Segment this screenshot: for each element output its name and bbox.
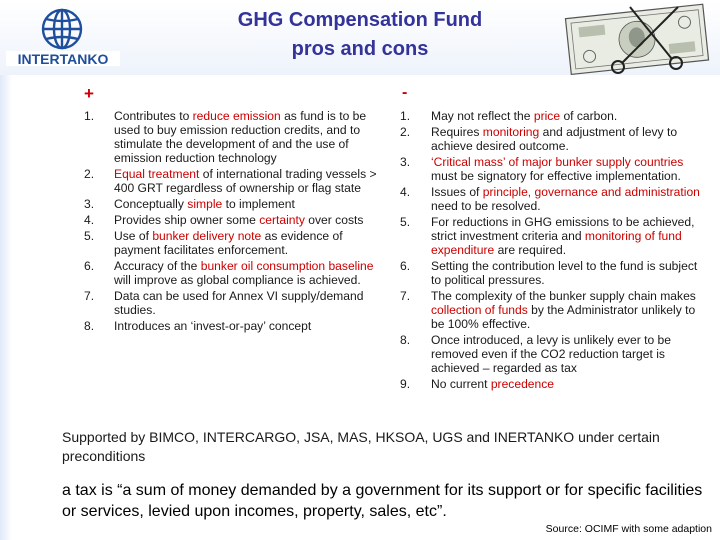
item-text — [114, 319, 311, 333]
source-credit: Source: OCIMF with some adaption — [545, 523, 712, 535]
item-number: 3. — [400, 155, 411, 169]
cons-item — [400, 185, 710, 213]
item-text — [431, 259, 697, 287]
tax-definition: a tax is “a sum of money demanded by a government for its support or for specific facilities or services, levied upon incomes, property, sales, etc”. — [62, 482, 703, 520]
item-number: 2. — [84, 167, 95, 181]
item-number: 5. — [84, 229, 95, 243]
item-number: 3. — [84, 197, 95, 211]
highlighted-phrase: certainty — [259, 213, 305, 227]
highlighted-phrase: principle, governance and administration — [482, 185, 700, 199]
title-line-1: GHG Compensation Fund — [237, 9, 483, 31]
text-run: will improve as global compliance is achieved. — [114, 273, 361, 287]
text-run: Provides ship owner some — [114, 213, 260, 227]
cons-item — [400, 289, 710, 331]
cons-item — [400, 259, 710, 287]
text-run: are required. — [494, 243, 567, 257]
text-run: Introduces an ‘invest-or-pay’ concept — [114, 319, 312, 333]
cons-item — [400, 109, 710, 123]
text-run: of carbon. — [560, 109, 618, 123]
text-run: Requires — [431, 125, 483, 139]
text-run: to implement — [222, 197, 295, 211]
title-line-2: pros and cons — [291, 38, 429, 60]
text-run: and adjustment of levy to achieve desired outcome. — [431, 125, 678, 153]
item-number: 1. — [400, 109, 411, 123]
item-text — [114, 289, 363, 317]
item-text — [431, 155, 683, 183]
item-number: 8. — [400, 333, 411, 347]
pros-item — [84, 109, 386, 165]
item-text — [114, 167, 377, 195]
highlighted-phrase: ‘Critical mass’ of major bunker supply countries — [431, 155, 684, 169]
cons-item — [400, 333, 710, 375]
cons-item — [400, 377, 710, 391]
highlighted-phrase: price — [533, 109, 561, 123]
text-run: Accuracy of the — [114, 259, 201, 273]
item-text — [114, 109, 366, 165]
slide-title — [160, 6, 560, 64]
text-run: need to be resolved. — [431, 199, 541, 213]
text-run: over costs — [304, 213, 364, 227]
item-text — [114, 197, 295, 211]
item-number: 4. — [400, 185, 411, 199]
pros-item — [84, 319, 386, 333]
pros-item — [84, 213, 386, 227]
text-run: Setting the contribution level to the fund is subject to political pressures. — [431, 259, 698, 287]
item-number: 4. — [84, 213, 95, 227]
text-run: Issues of — [431, 185, 483, 199]
item-text — [431, 377, 554, 391]
text-run: as evidence of payment facilitates enforcement. — [114, 229, 343, 257]
item-text — [114, 229, 343, 257]
item-number: 9. — [400, 377, 411, 391]
cons-marker: - — [402, 84, 408, 101]
intertanko-logo — [4, 4, 122, 70]
item-text — [114, 259, 374, 287]
highlighted-phrase: collection of funds — [431, 303, 528, 317]
cons-item — [400, 155, 710, 183]
text-run: must be signatory for effective implementation. — [431, 169, 681, 183]
item-text — [431, 289, 696, 331]
support-note: Supported by BIMCO, INTERCARGO, JSA, MAS, HKSOA, UGS and INERTANKO under certain preconditions — [62, 429, 660, 464]
cons-item — [400, 215, 710, 257]
logo-text: INTERTANKO — [17, 51, 109, 67]
item-number: 6. — [400, 259, 411, 273]
text-run: No current — [431, 377, 491, 391]
item-text — [431, 125, 677, 153]
item-text — [114, 213, 363, 227]
pros-item — [84, 167, 386, 195]
text-run: For reductions in GHG emissions to be achieved, strict investment criteria and — [431, 215, 695, 243]
text-run: Conceptually — [114, 197, 188, 211]
text-run: Use of — [114, 229, 153, 243]
pros-item — [84, 197, 386, 211]
text-run: Once introduced, a levy is unlikely ever to be removed even if the CO2 reduction target is achieved – regarded as tax — [431, 333, 671, 375]
highlighted-phrase: bunker delivery note — [152, 229, 262, 243]
text-run: of international trading vessels > 400 GRT regardless of ownership or flag state — [114, 167, 377, 195]
pros-list — [84, 109, 386, 333]
item-number: 2. — [400, 125, 411, 139]
item-text — [431, 333, 671, 375]
banknote-scissors-icon — [560, 3, 718, 75]
text-run: by the Administrator unlikely to be 100% effective. — [431, 303, 696, 331]
text-run: May not reflect the — [431, 109, 534, 123]
text-run: Contributes to — [114, 109, 193, 123]
highlighted-phrase: bunker oil consumption baseline — [200, 259, 374, 273]
item-number: 5. — [400, 215, 411, 229]
text-run: The complexity of the bunker supply chain makes — [431, 289, 696, 303]
pros-marker: + — [84, 84, 94, 103]
globe-icon — [4, 4, 122, 70]
item-number: 7. — [400, 289, 411, 303]
pros-item — [84, 229, 386, 257]
item-text — [431, 109, 617, 123]
left-band — [0, 75, 12, 540]
highlighted-phrase: Equal treatment — [114, 167, 200, 181]
pros-item — [84, 259, 386, 287]
highlighted-phrase: simple — [187, 197, 223, 211]
highlighted-phrase: monitoring of fund expenditure — [431, 229, 682, 257]
item-number: 6. — [84, 259, 95, 273]
text-run: as fund is to be used to buy emission reduction credits, and to stimulate the development of and the use of emission reduction technology — [114, 109, 367, 165]
item-number: 7. — [84, 289, 95, 303]
text-run: Data can be used for Annex VI supply/demand studies. — [114, 289, 364, 317]
cons-list — [400, 109, 710, 391]
cons-item — [400, 125, 710, 153]
item-number: 1. — [84, 109, 95, 123]
highlighted-phrase: precedence — [490, 377, 555, 391]
item-text — [431, 215, 695, 257]
highlighted-phrase: monitoring — [482, 125, 540, 139]
pros-item — [84, 289, 386, 317]
money-scissors-illustration — [560, 3, 718, 75]
highlighted-phrase: reduce emission — [192, 109, 281, 123]
item-number: 8. — [84, 319, 95, 333]
item-text — [431, 185, 700, 213]
